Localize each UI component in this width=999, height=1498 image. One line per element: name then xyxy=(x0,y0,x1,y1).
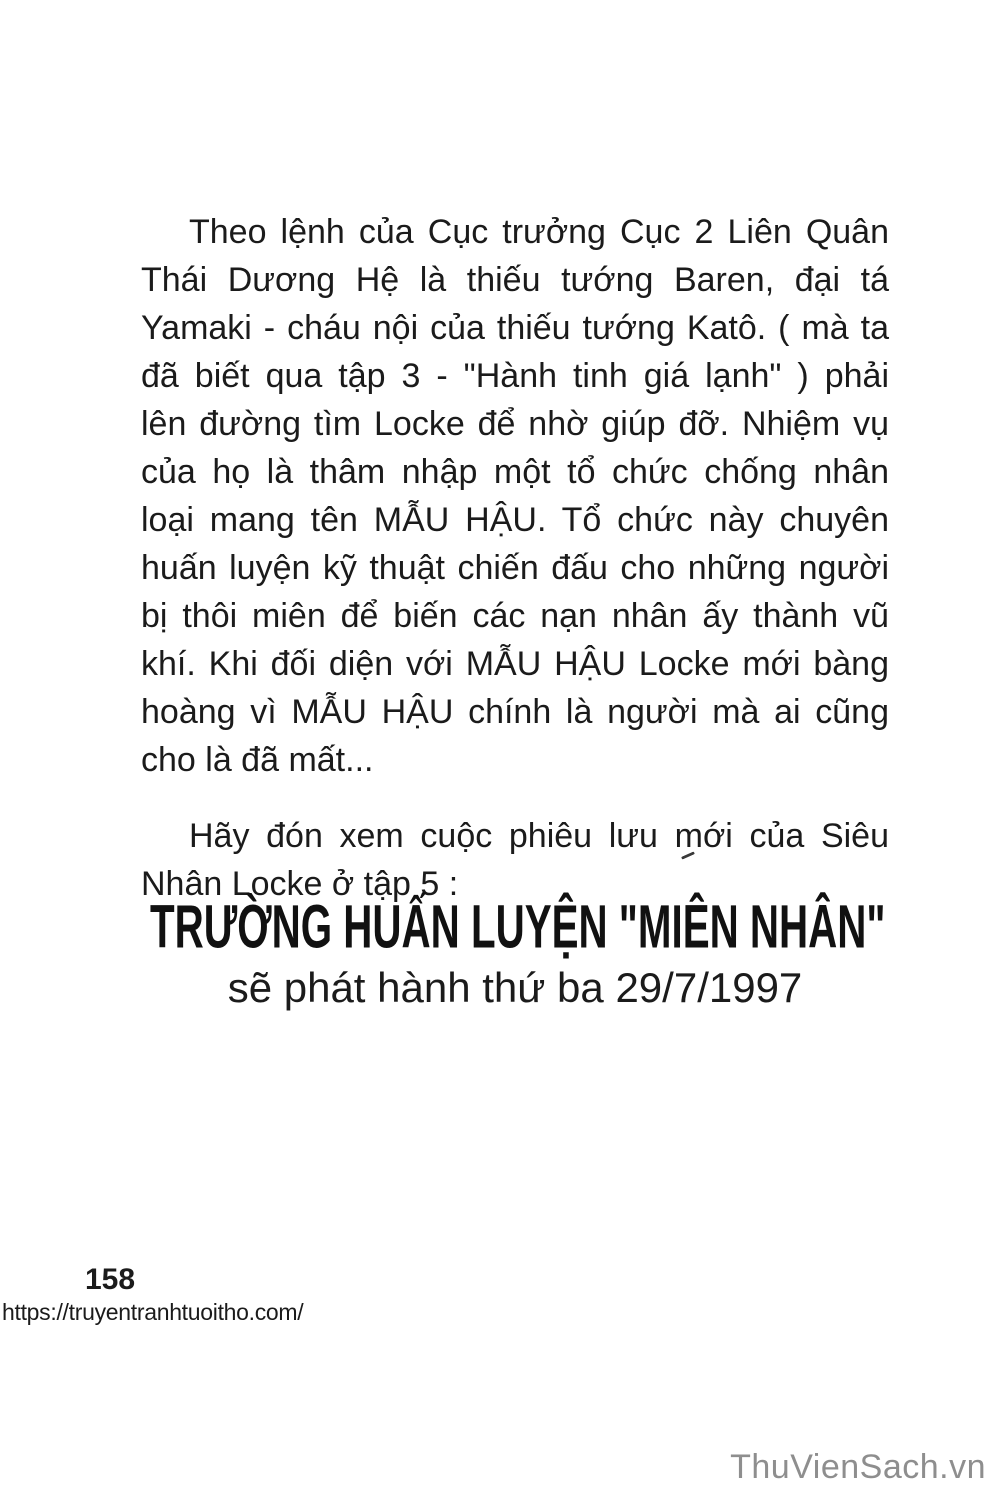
synopsis-paragraph-1 xyxy=(141,208,889,784)
volume-announcement-title: TRƯỜNG HUẤN LUYỆN "MIÊN NHÂN" xyxy=(150,891,886,961)
synopsis-line: Thái Dương Hệ là thiếu tướng Baren, đại tá xyxy=(141,261,889,299)
synopsis-line: đã biết qua tập 3 - "Hành tinh giá lạnh" ) phải xyxy=(141,357,889,395)
synopsis-line: Nhân Locke ở tập 5 : xyxy=(141,865,459,903)
site-watermark: ThuVienSach.vn xyxy=(730,1448,986,1486)
synopsis-line: Hãy đón xem cuộc phiêu lưu mới của Siêu xyxy=(189,817,889,855)
synopsis-line: Theo lệnh của Cục trưởng Cục 2 Liên Quân xyxy=(189,213,889,251)
synopsis-line: huấn luyện kỹ thuật chiến đấu cho những người xyxy=(141,549,889,587)
synopsis-line: lên đường tìm Locke để nhờ giúp đỡ. Nhiệm vụ xyxy=(141,405,889,443)
synopsis-line: hoàng vì MẪU HẬU chính là người mà ai cũng xyxy=(141,693,889,731)
synopsis-line: bị thôi miên để biến các nạn nhân ấy thành vũ xyxy=(141,597,889,635)
synopsis-line: cho là đã mất... xyxy=(141,741,374,779)
synopsis-line: của họ là thâm nhập một tổ chức chống nhân xyxy=(141,453,889,491)
page-number: 158 xyxy=(85,1263,136,1296)
synopsis-line: Yamaki - cháu nội của thiếu tướng Katô. ( mà ta xyxy=(141,309,889,347)
release-date-line: sẽ phát hành thứ ba 29/7/1997 xyxy=(227,964,803,1011)
synopsis-line: khí. Khi đối diện với MẪU HẬU Locke mới bàng xyxy=(141,645,889,683)
synopsis-line: loại mang tên MẪU HẬU. Tổ chức này chuyên xyxy=(141,501,889,539)
source-url: https://truyentranhtuoitho.com/ xyxy=(2,1299,304,1325)
